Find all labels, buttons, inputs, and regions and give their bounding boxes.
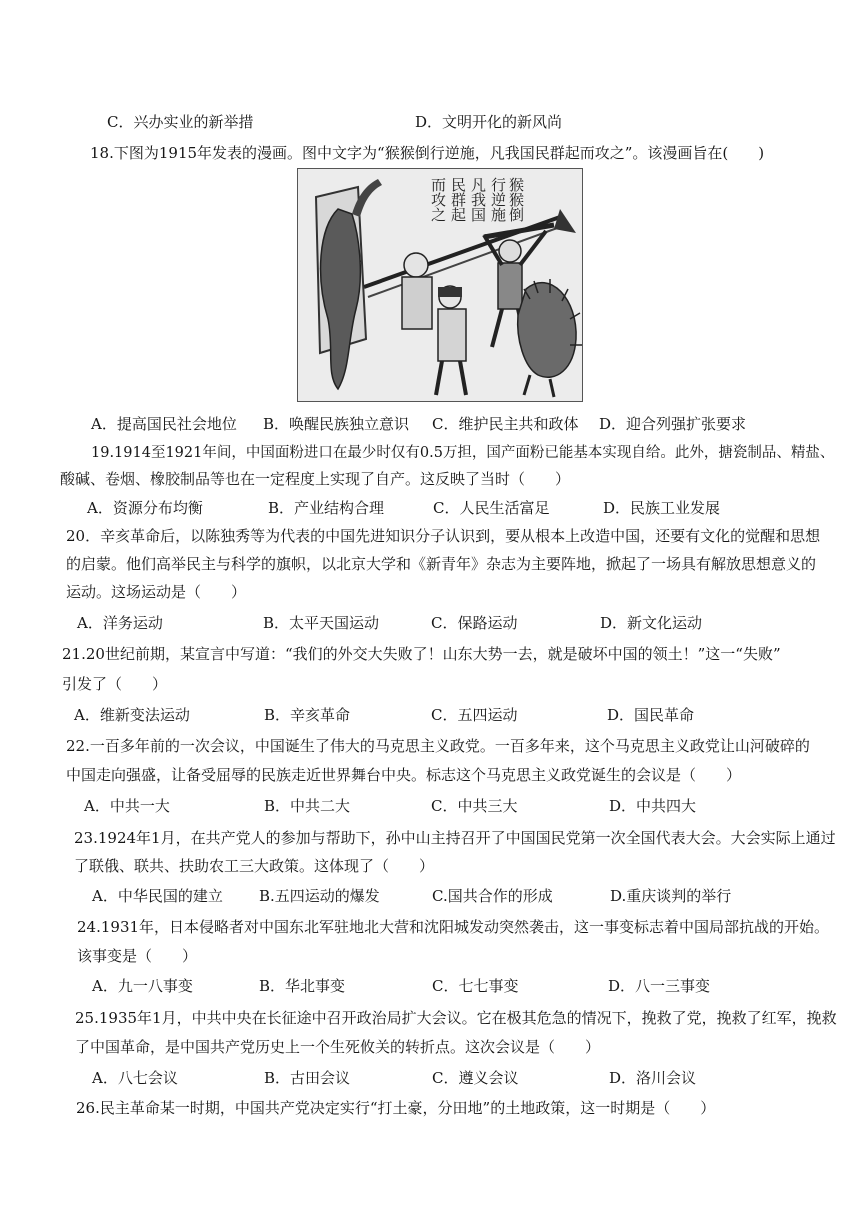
q20-option-a: A．洋务运动 xyxy=(77,614,163,632)
q25-option-a: A．八七会议 xyxy=(92,1069,178,1087)
q24-option-b: B．华北事变 xyxy=(259,977,346,995)
q22-line-1: 22.一百多年前的一次会议，中国诞生了伟大的马克思主义政党。一百多年来，这个马克思主义政党让山河破碎的 xyxy=(66,737,810,755)
q18-option-b: B．唤醒民族独立意识 xyxy=(263,415,410,433)
q21-option-c: C．五四运动 xyxy=(431,706,518,724)
q22-option-b: B．中共二大 xyxy=(264,797,351,815)
q22-option-d: D．中共四大 xyxy=(609,797,697,815)
q21-option-b: B．辛亥革命 xyxy=(264,706,351,724)
q23-line-2: 了联俄、联共、扶助农工三大政策。这体现了（ ） xyxy=(74,857,435,875)
q18-option-c: C．维护民主共和政体 xyxy=(432,415,579,433)
q25-option-c: C．遵义会议 xyxy=(432,1069,519,1087)
q17-option-d: D．文明开化的新风尚 xyxy=(415,113,563,131)
q18-option-a: A．提高国民社会地位 xyxy=(91,415,237,433)
q19-option-a: A．资源分布均衡 xyxy=(87,499,203,517)
cartoon-caption xyxy=(429,177,525,223)
q20-option-d: D．新文化运动 xyxy=(600,614,703,632)
q19-line-2: 酸碱、卷烟、橡胶制品等也在一定程度上实现了自产。这反映了当时（ ） xyxy=(60,470,571,488)
cartoon-caption-col-4: 民群起 xyxy=(449,177,467,222)
cartoon-caption-col-3: 凡我国 xyxy=(469,177,487,222)
q19-option-b: B．产业结构合理 xyxy=(268,499,385,517)
cartoon-caption-col-1: 猴猴倒 xyxy=(507,177,525,222)
q18-stem: 18.下图为1915年发表的漫画。图中文字为“猴猴倒行逆施，凡我国民群起而攻之”。该漫画旨在( ) xyxy=(90,144,765,162)
q26-line-1: 26.民主革命某一时期，中国共产党决定实行“打土豪，分田地”的土地政策，这一时期是（ ） xyxy=(76,1099,716,1117)
q25-line-1: 25.1935年1月，中共中央在长征途中召开政治局扩大会议。它在极其危急的情况下，挽救了党，挽救了红军，挽救 xyxy=(75,1009,837,1027)
q24-option-a: A．九一八事变 xyxy=(92,977,193,995)
q25-line-2: 了中国革命，是中国共产党历史上一个生死攸关的转折点。这次会议是（ ） xyxy=(75,1038,601,1056)
q19-option-c: C．人民生活富足 xyxy=(433,499,550,517)
cartoon-caption-col-5: 而攻之 xyxy=(429,177,447,222)
q17-option-c: C．兴办实业的新举措 xyxy=(107,113,254,131)
q18-cartoon-image xyxy=(297,168,583,402)
q22-line-2: 中国走向强盛，让备受屈辱的民族走近世界舞台中央。标志这个马克思主义政党诞生的会议是（ ） xyxy=(66,766,742,784)
q23-option-c: C.国共合作的形成 xyxy=(432,887,553,905)
q18-option-d: D．迎合列强扩张要求 xyxy=(599,415,747,433)
q24-line-2: 该事变是（ ） xyxy=(77,947,198,965)
q25-option-d: D．洛川会议 xyxy=(609,1069,697,1087)
q23-option-d: D.重庆谈判的举行 xyxy=(610,887,732,905)
cartoon-caption-col-2: 行逆施 xyxy=(489,177,507,222)
q20-option-b: B．太平天国运动 xyxy=(263,614,380,632)
q20-line-1: 20．辛亥革命后，以陈独秀等为代表的中国先进知识分子认识到，要从根本上改造中国，还要有文化的觉醒和思想 xyxy=(66,527,821,545)
q19-line-1: 19.1914至1921年间，中国面粉进口在最少时仅有0.5万担，国产面粉已能基本实现自给。此外，搪瓷制品、精盐、 xyxy=(91,445,835,461)
q21-line-1: 21.20世纪前期，某宣言中写道：“我们的外交大失败了！山东大势一去，就是破坏中国的领土！”这一“失败” xyxy=(62,645,781,663)
q25-option-b: B．古田会议 xyxy=(264,1069,351,1087)
q21-line-2: 引发了（ ） xyxy=(62,675,168,693)
q20-option-c: C．保路运动 xyxy=(431,614,518,632)
q20-line-3: 运动。这场运动是（ ） xyxy=(66,583,247,601)
q24-line-1: 24.1931年，日本侵略者对中国东北军驻地北大营和沈阳城发动突然袭击，这一事变标志着中国局部抗战的开始。 xyxy=(77,918,830,936)
q23-option-b: B.五四运动的爆发 xyxy=(259,887,380,905)
q21-option-d: D．国民革命 xyxy=(607,706,695,724)
q19-option-d: D．民族工业发展 xyxy=(603,499,721,517)
q23-option-a: A．中华民国的建立 xyxy=(92,887,223,905)
q22-option-a: A．中共一大 xyxy=(84,797,170,815)
q23-line-1: 23.1924年1月，在共产党人的参加与帮助下，孙中山主持召开了中国国民党第一次全国代表大会。大会实际上通过 xyxy=(74,829,836,847)
q24-option-c: C．七七事变 xyxy=(432,977,519,995)
q20-line-2: 的启蒙。他们高举民主与科学的旗帜，以北京大学和《新青年》杂志为主要阵地，掀起了一场具有解放思想意义的 xyxy=(66,555,817,573)
q21-option-a: A．维新变法运动 xyxy=(74,706,190,724)
q22-option-c: C．中共三大 xyxy=(431,797,518,815)
cartoon-illustration xyxy=(298,169,583,402)
q24-option-d: D．八一三事变 xyxy=(608,977,711,995)
